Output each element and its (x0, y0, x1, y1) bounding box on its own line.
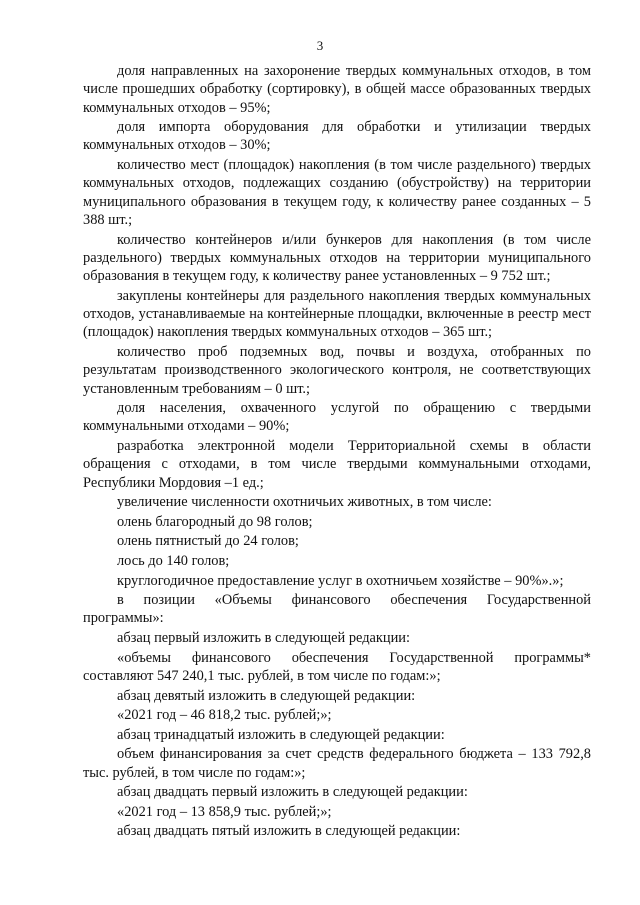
paragraph: абзац двадцать пятый изложить в следующей редакции: (117, 823, 461, 840)
document-body (83, 62, 591, 842)
paragraph: абзац девятый изложить в следующей редакции: (117, 687, 416, 704)
paragraph: объем финансирования за счет средств федерального бюджета – 133 792,8 тыс. рублей, в том числе по годам:»; (83, 746, 591, 781)
paragraph: закуплены контейнеры для раздельного накопления твердых коммунальных отходов, устанавливаемые на контейнерные площадки, включенные в реестр мест (площадок) накопления твердых коммунальных отходов – 365 шт.; (83, 287, 591, 341)
paragraph: олень благородный до 98 голов; (117, 513, 313, 530)
paragraph: доля направленных на захоронение твердых коммунальных отходов, в том числе прошедших обработку (сортировку), в общей массе образованных твердых коммунальных отходов – 95%; (83, 63, 591, 116)
paragraph: олень пятнистый до 24 голов; (117, 533, 299, 550)
paragraph: лось до 140 голов; (117, 552, 230, 569)
paragraph: круглогодичное предоставление услуг в охотничьем хозяйстве – 90%».»; (117, 572, 564, 589)
paragraph: количество проб подземных вод, почвы и воздуха, отобранных по результатам производственного экологического контроля, не соответствующих установленным требованиям – 0 шт.; (83, 343, 591, 397)
paragraph: абзац первый изложить в следующей редакции: (117, 630, 411, 647)
paragraph: доля импорта оборудования для обработки и утилизации твердых коммунальных отходов – 30%; (83, 119, 591, 154)
paragraph: абзац двадцать первый изложить в следующей редакции: (117, 784, 468, 801)
page-number: 3 (316, 38, 324, 53)
paragraph: увеличение численности охотничьих животных, в том числе: (117, 494, 492, 511)
paragraph: доля населения, охваченного услугой по обращению с твердыми коммунальными отходами – 90%; (83, 400, 591, 435)
paragraph: разработка электронной модели Территориальной схемы в области обращения с отходами, в том числе твердыми коммунальными отходами, Республики Мордовия –1 ед.; (83, 438, 591, 491)
paragraph: «2021 год – 13 858,9 тыс. рублей;»; (117, 803, 332, 820)
paragraph: «объемы финансового обеспечения Государственной программы* составляют 547 240,1 тыс. рублей, в том числе по годам:»; (83, 649, 591, 684)
paragraph: в позиции «Объемы финансового обеспечения Государственной программы»: (83, 592, 591, 627)
paragraph: «2021 год – 46 818,2 тыс. рублей;»; (117, 707, 332, 724)
paragraph: абзац тринадцатый изложить в следующей редакции: (117, 726, 445, 743)
paragraph: количество мест (площадок) накопления (в том числе раздельного) твердых коммунальных отходов, подлежащих созданию (обустройству) на территории муниципального образования в текущем году, к количеству ранее созданных – 5 388 шт.; (83, 157, 591, 228)
paragraph: количество контейнеров и/или бункеров для накопления (в том числе раздельного) твердых коммунальных отходов на территории муниципального образования в текущем году, к количеству ранее установленных – 9 752 шт.; (83, 231, 591, 285)
